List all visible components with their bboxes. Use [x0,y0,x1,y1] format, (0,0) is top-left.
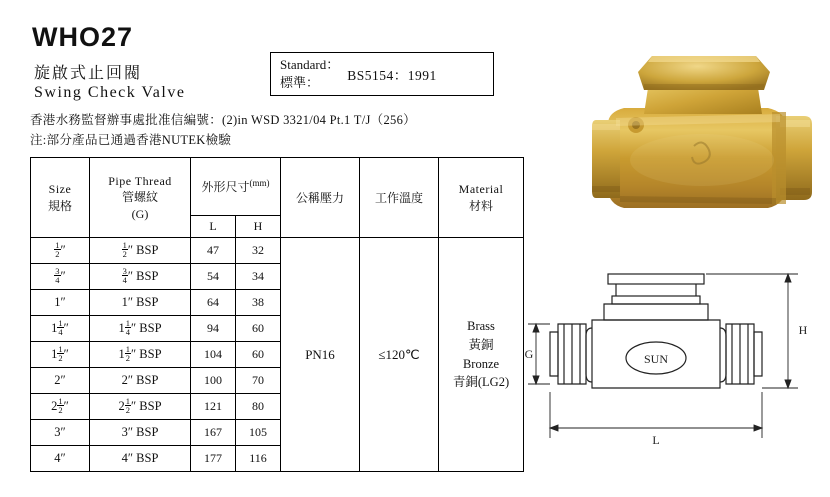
cell-dim-H: 105 [236,420,281,446]
table-body [31,238,524,472]
header-thread-unit: (G) [131,206,149,221]
cell-dim-L: 54 [191,264,236,290]
cell-dim-L: 64 [191,290,236,316]
standard-label-cn: 標準： [280,75,320,90]
header-size [31,158,90,238]
cell-dim-H: 70 [236,368,281,394]
cell-dim-L: 104 [191,342,236,368]
header-material-cn: 材料 [468,198,493,213]
product-name-chinese: 旋啟式止回閥 [34,65,143,82]
cell-thread: $\frac{1}{2}$ ″ BSP [90,238,191,264]
cell-dim-L: 121 [191,394,236,420]
cell-dim-L: 47 [191,238,236,264]
cell-pressure: PN16 [281,238,360,472]
cell-dim-L: 94 [191,316,236,342]
cell-size: 1 $\frac{1}{4}$ ″ [31,316,90,342]
cell-dim-H: 80 [236,394,281,420]
cell-temperature: ≤120℃ [360,238,439,472]
header-dimensions-unit: (mm) [249,178,270,188]
header-material-en: Material [458,182,504,197]
valve-bonnet-neck [644,88,762,114]
cell-size: $\frac{3}{4}$ ″ [31,264,90,290]
inspection-note: 注:部分產品已通過香港NUTEK檢驗 [30,133,232,147]
product-photo [590,28,818,253]
header-size-cn: 規格 [47,198,72,213]
table-header-row [31,158,524,216]
standard-value: BS5154：1991 [347,68,437,83]
cell-dim-H: 116 [236,446,281,472]
drawing-dim-G: G [524,347,534,361]
header-pressure: 公稱壓力 [281,158,360,238]
cell-dim-H: 60 [236,316,281,342]
cell-thread: 3″ BSP [90,420,191,446]
standard-labels [271,56,339,91]
cell-dim-H: 32 [236,238,281,264]
product-name-english: Swing Check Valve [34,84,186,101]
header-dimensions [191,158,281,216]
cell-size: 3″ [31,420,90,446]
cell-dim-H: 38 [236,290,281,316]
table-row [31,238,524,264]
cell-thread: 4″ BSP [90,446,191,472]
standard-label-en: Standard： [280,57,340,73]
cell-dim-L: 177 [191,446,236,472]
header-dim-H: H [236,216,281,238]
cell-thread: 2 $\frac{1}{2}$ ″ BSP [90,394,191,420]
standard-box [270,52,494,96]
header-size-en: Size [48,182,72,197]
header-dimensions-cn: 外形尺寸 [201,180,250,194]
cell-dim-L: 100 [191,368,236,394]
cell-thread: 1″ BSP [90,290,191,316]
cell-size: 4″ [31,446,90,472]
cell-size: 2″ [31,368,90,394]
cell-material: Brass 黃銅 Bronze 青銅(LG2) [439,238,524,472]
header-dim-L: L [191,216,236,238]
cell-thread: 2″ BSP [90,368,191,394]
cell-thread: 1 $\frac{1}{2}$ ″ BSP [90,342,191,368]
page-title: WHO27 [32,22,134,52]
drawing-brand-label: SUN [643,352,669,366]
drawing-dim-H: H [798,323,808,337]
header-temperature: 工作溫度 [360,158,439,238]
cell-size: 1 $\frac{1}{2}$ ″ [31,342,90,368]
cell-thread: $\frac{3}{4}$ ″ BSP [90,264,191,290]
cell-size: 2 $\frac{1}{2}$ ″ [31,394,90,420]
cell-dim-H: 34 [236,264,281,290]
approval-note: 香港水務監督辦事處批准信編號：(2)in WSD 3321/04 Pt.1 T/J（256） [30,113,416,127]
cell-thread: 1 $\frac{1}{4}$ ″ BSP [90,316,191,342]
header-thread-cn: 管螺紋 [121,190,158,205]
cell-dim-H: 60 [236,342,281,368]
drawing-dim-L: L [652,433,660,447]
header-thread-en: Pipe Thread [108,174,172,189]
header-material [439,158,524,238]
technical-drawing [520,262,820,472]
cell-dim-L: 167 [191,420,236,446]
spec-table [30,157,524,472]
cell-size: 1″ [31,290,90,316]
header-thread [90,158,191,238]
cell-size: $\frac{1}{2}$ ″ [31,238,90,264]
